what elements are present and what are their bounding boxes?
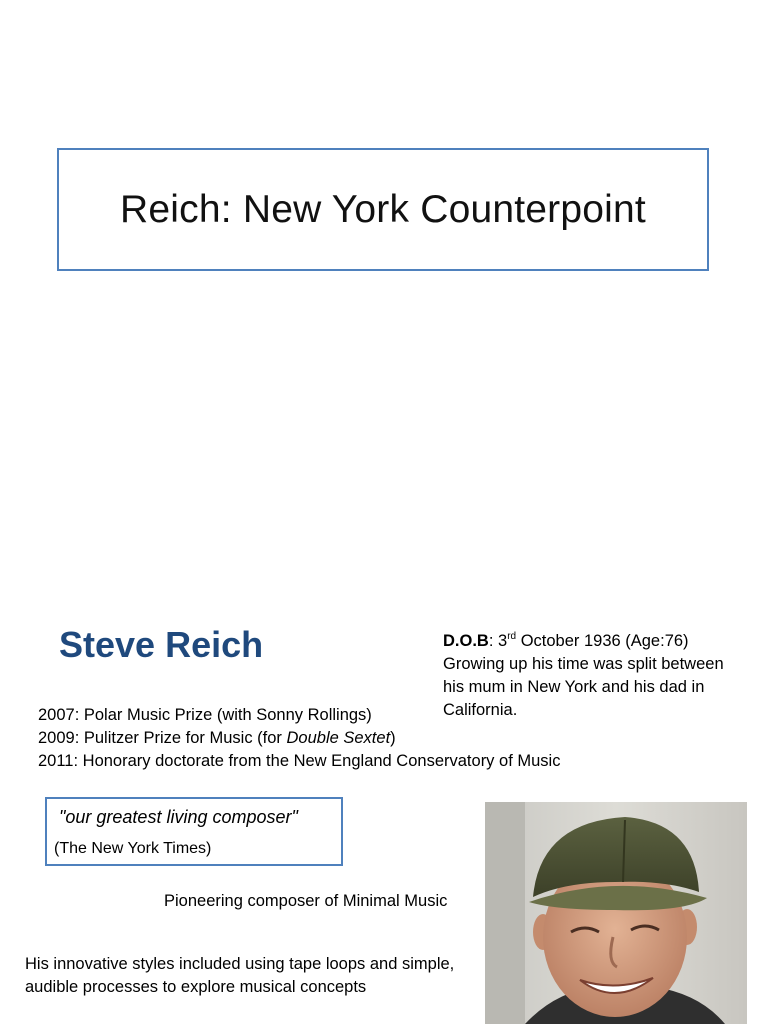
bio-block: D.O.B: 3rd October 1936 (Age:76) Growing up his time was split between his mum in New York and his dad in California.	[443, 631, 724, 719]
dob-day: 3	[498, 632, 508, 650]
award-suffix: )	[390, 729, 396, 747]
quote-box	[45, 797, 343, 866]
dob-label: D.O.B	[443, 632, 489, 650]
composer-name-heading: Steve Reich	[59, 624, 264, 665]
childhood-text: Growing up his time was split between his mum in New York and his dad in California.	[443, 655, 724, 719]
awards-list	[38, 704, 758, 773]
award-item: 2007: Polar Music Prize (with Sonny Rollings)	[38, 706, 372, 724]
portrait-photo-icon	[485, 802, 747, 1024]
award-item: 2011: Honorary doctorate from the New England Conservatory of Music	[38, 752, 561, 770]
award-work-title: Double Sextet	[286, 729, 391, 747]
styles-description: His innovative styles included using tape loops and simple, audible processes to explore musical concepts	[25, 955, 455, 996]
quote-text: "our greatest living composer"	[59, 807, 298, 827]
quote-source: (The New York Times)	[54, 840, 212, 857]
slide-title: Reich: New York Counterpoint	[120, 187, 646, 231]
portrait-photo	[485, 802, 747, 1024]
tagline: Pioneering composer of Minimal Music	[164, 892, 448, 910]
award-item	[38, 727, 758, 750]
dob-rest: October 1936 (Age:76)	[516, 632, 689, 650]
award-prefix: 2009: Pulitzer Prize for Music (for	[38, 729, 287, 747]
title-box	[57, 148, 709, 271]
dob-suffix: rd	[507, 631, 517, 642]
